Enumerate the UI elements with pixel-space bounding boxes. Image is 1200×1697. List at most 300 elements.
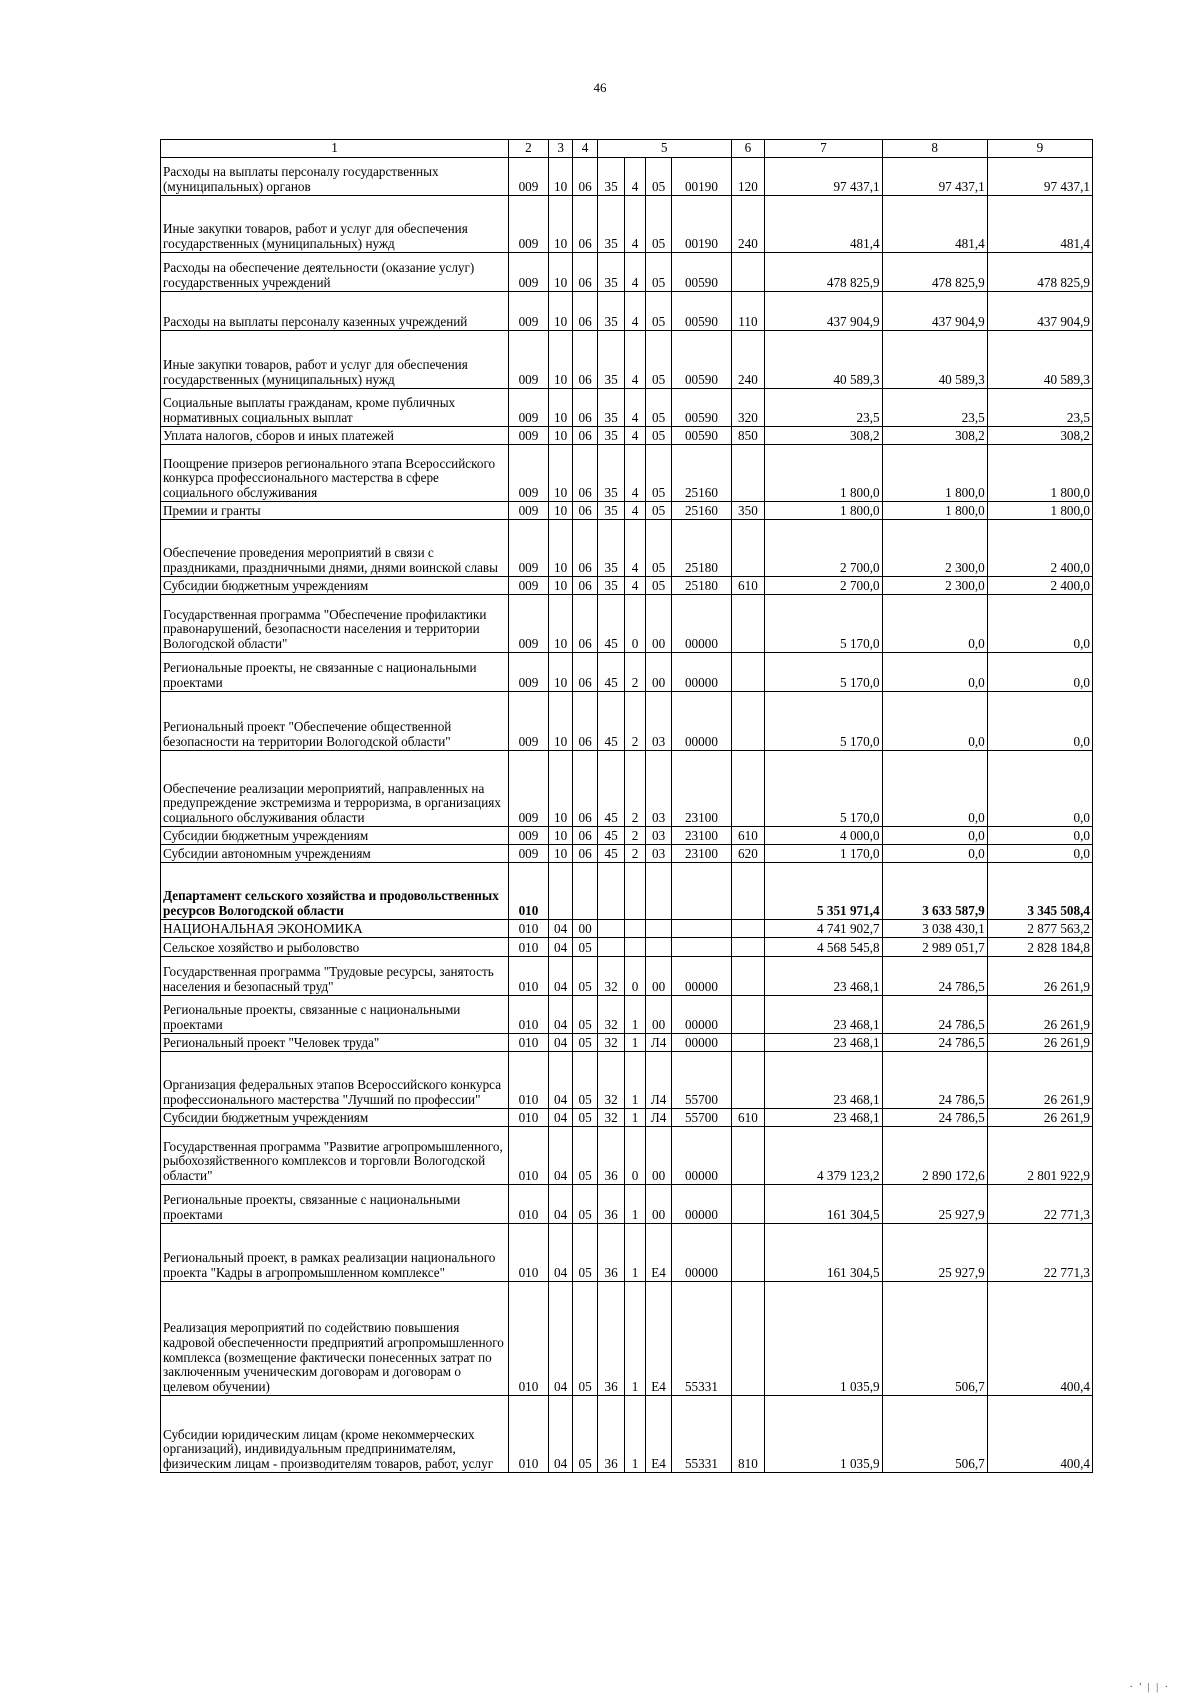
cell-section: 10 [548, 520, 572, 577]
cell-direction: 00190 [672, 196, 731, 253]
row-name: Сельское хозяйство и рыболовство [161, 938, 509, 957]
cell-section: 04 [548, 996, 572, 1034]
cell-amount-year1: 4 000,0 [765, 827, 882, 845]
cell-direction: 55331 [672, 1282, 731, 1396]
cell-amount-year3: 0,0 [987, 595, 1092, 653]
cell-admin-code: 009 [509, 827, 549, 845]
cell-program: 35 [597, 502, 625, 520]
cell-admin-code: 009 [509, 577, 549, 595]
cell-amount-year2: 437 904,9 [882, 292, 987, 331]
cell-amount-year2: 2 300,0 [882, 520, 987, 577]
cell-amount-year3: 23,5 [987, 389, 1092, 427]
table-row [161, 996, 1093, 1034]
cell-section: 10 [548, 158, 572, 196]
cell-subprogram: 4 [625, 427, 645, 445]
cell-admin-code: 010 [509, 1109, 549, 1127]
cell-program: 36 [597, 1282, 625, 1396]
cell-subsection [573, 863, 597, 920]
cell-expense-type: 850 [731, 427, 765, 445]
cell-subprogram [625, 938, 645, 957]
cell-amount-year1: 437 904,9 [765, 292, 882, 331]
cell-project: 00 [645, 1185, 672, 1224]
cell-subprogram: 2 [625, 827, 645, 845]
cell-project: 05 [645, 502, 672, 520]
cell-amount-year2: 24 786,5 [882, 1034, 987, 1052]
page-number: 46 [593, 80, 607, 95]
table-row [161, 692, 1093, 751]
cell-amount-year2: 1 800,0 [882, 502, 987, 520]
cell-amount-year3: 26 261,9 [987, 1052, 1092, 1109]
cell-subsection: 06 [573, 520, 597, 577]
cell-expense-type [731, 1224, 765, 1282]
col-header-2: 2 [509, 140, 549, 158]
cell-admin-code: 009 [509, 751, 549, 827]
cell-amount-year1: 2 700,0 [765, 520, 882, 577]
cell-amount-year2: 24 786,5 [882, 1109, 987, 1127]
cell-expense-type: 610 [731, 827, 765, 845]
cell-expense-type: 620 [731, 845, 765, 863]
cell-expense-type [731, 653, 765, 692]
cell-section: 10 [548, 331, 572, 389]
cell-project: Е4 [645, 1282, 672, 1396]
cell-project: 03 [645, 751, 672, 827]
cell-admin-code: 010 [509, 1185, 549, 1224]
cell-project: Е4 [645, 1224, 672, 1282]
cell-section: 04 [548, 1127, 572, 1185]
cell-section: 04 [548, 1224, 572, 1282]
cell-section: 04 [548, 1282, 572, 1396]
cell-subsection: 05 [573, 996, 597, 1034]
cell-direction: 00000 [672, 1224, 731, 1282]
cell-subprogram: 4 [625, 502, 645, 520]
cell-section: 10 [548, 577, 572, 595]
cell-admin-code: 009 [509, 445, 549, 502]
cell-project: 05 [645, 158, 672, 196]
table-row [161, 158, 1093, 196]
cell-amount-year1: 1 170,0 [765, 845, 882, 863]
cell-amount-year1: 308,2 [765, 427, 882, 445]
cell-project: 05 [645, 520, 672, 577]
cell-subprogram: 4 [625, 196, 645, 253]
table-row [161, 957, 1093, 996]
cell-amount-year1: 478 825,9 [765, 253, 882, 292]
cell-subsection: 05 [573, 1396, 597, 1473]
cell-section: 10 [548, 827, 572, 845]
cell-admin-code: 009 [509, 845, 549, 863]
cell-amount-year3: 22 771,3 [987, 1185, 1092, 1224]
cell-amount-year2: 0,0 [882, 827, 987, 845]
cell-project: Л4 [645, 1109, 672, 1127]
cell-amount-year2: 23,5 [882, 389, 987, 427]
cell-project: 05 [645, 427, 672, 445]
cell-project: 00 [645, 996, 672, 1034]
cell-admin-code: 009 [509, 502, 549, 520]
table-row [161, 292, 1093, 331]
cell-subsection: 06 [573, 196, 597, 253]
cell-expense-type [731, 920, 765, 938]
cell-program: 45 [597, 845, 625, 863]
cell-expense-type [731, 445, 765, 502]
cell-subprogram: 0 [625, 957, 645, 996]
cell-subsection: 05 [573, 1224, 597, 1282]
cell-admin-code: 009 [509, 158, 549, 196]
cell-admin-code: 010 [509, 1052, 549, 1109]
row-name: Премии и гранты [161, 502, 509, 520]
table-row [161, 1034, 1093, 1052]
cell-section: 10 [548, 692, 572, 751]
cell-subprogram: 4 [625, 331, 645, 389]
cell-expense-type [731, 996, 765, 1034]
table-row [161, 196, 1093, 253]
cell-section: 10 [548, 445, 572, 502]
cell-amount-year3: 481,4 [987, 196, 1092, 253]
cell-expense-type [731, 957, 765, 996]
cell-subprogram: 4 [625, 158, 645, 196]
col-header-4: 4 [573, 140, 597, 158]
cell-direction: 00000 [672, 1185, 731, 1224]
cell-subprogram: 4 [625, 577, 645, 595]
cell-program: 36 [597, 1224, 625, 1282]
cell-section: 10 [548, 751, 572, 827]
cell-expense-type [731, 1052, 765, 1109]
table-row [161, 253, 1093, 292]
table-row [161, 1052, 1093, 1109]
cell-subsection: 06 [573, 653, 597, 692]
row-name: Субсидии бюджетным учреждениям [161, 1109, 509, 1127]
row-name: Региональные проекты, связанные с национальными проектами [161, 996, 509, 1034]
cell-section: 10 [548, 427, 572, 445]
table-row [161, 1396, 1093, 1473]
row-name: Социальные выплаты гражданам, кроме публичных нормативных социальных выплат [161, 389, 509, 427]
cell-program: 35 [597, 389, 625, 427]
cell-project [645, 938, 672, 957]
cell-amount-year3: 26 261,9 [987, 1109, 1092, 1127]
cell-expense-type [731, 520, 765, 577]
cell-admin-code: 009 [509, 427, 549, 445]
cell-admin-code: 010 [509, 920, 549, 938]
cell-section: 10 [548, 595, 572, 653]
row-name: Субсидии юридическим лицам (кроме некоммерческих организаций), индивидуальным предпринимателям, физическим лицам - производителям товаров, работ, услуг [161, 1396, 509, 1473]
row-name: Региональный проект "Человек труда" [161, 1034, 509, 1052]
cell-program: 45 [597, 751, 625, 827]
cell-direction: 23100 [672, 845, 731, 863]
cell-expense-type: 120 [731, 158, 765, 196]
cell-subsection: 06 [573, 445, 597, 502]
cell-amount-year2: 0,0 [882, 692, 987, 751]
cell-expense-type [731, 692, 765, 751]
cell-amount-year2: 24 786,5 [882, 996, 987, 1034]
cell-subsection: 06 [573, 692, 597, 751]
cell-program: 35 [597, 445, 625, 502]
cell-amount-year2: 478 825,9 [882, 253, 987, 292]
row-name: Государственная программа "Развитие агропромышленного, рыбохозяйственного комплексов и торговли Вологодской области" [161, 1127, 509, 1185]
cell-direction: 00000 [672, 1127, 731, 1185]
cell-amount-year3: 26 261,9 [987, 1034, 1092, 1052]
cell-amount-year1: 40 589,3 [765, 331, 882, 389]
cell-amount-year1: 5 170,0 [765, 653, 882, 692]
row-name: НАЦИОНАЛЬНАЯ ЭКОНОМИКА [161, 920, 509, 938]
cell-program: 32 [597, 996, 625, 1034]
cell-subprogram: 4 [625, 445, 645, 502]
header-row [161, 140, 1093, 158]
cell-amount-year2: 506,7 [882, 1282, 987, 1396]
cell-amount-year3: 40 589,3 [987, 331, 1092, 389]
cell-program: 35 [597, 158, 625, 196]
cell-direction [672, 863, 731, 920]
cell-amount-year3: 3 345 508,4 [987, 863, 1092, 920]
cell-direction: 00590 [672, 292, 731, 331]
cell-amount-year1: 23 468,1 [765, 1109, 882, 1127]
cell-expense-type: 610 [731, 1109, 765, 1127]
cell-subsection: 05 [573, 1034, 597, 1052]
row-name: Иные закупки товаров, работ и услуг для обеспечения государственных (муниципальных) нужд [161, 331, 509, 389]
cell-amount-year2: 24 786,5 [882, 1052, 987, 1109]
row-name: Расходы на обеспечение деятельности (оказание услуг) государственных учреждений [161, 253, 509, 292]
col-header-9: 9 [987, 140, 1092, 158]
table-row [161, 1109, 1093, 1127]
cell-subsection: 00 [573, 920, 597, 938]
cell-direction: 23100 [672, 751, 731, 827]
cell-section: 04 [548, 1034, 572, 1052]
cell-amount-year2: 3 633 587,9 [882, 863, 987, 920]
cell-program: 35 [597, 196, 625, 253]
cell-project: 05 [645, 292, 672, 331]
cell-subprogram: 1 [625, 1396, 645, 1473]
cell-amount-year1: 23 468,1 [765, 1034, 882, 1052]
cell-project [645, 920, 672, 938]
cell-program: 36 [597, 1396, 625, 1473]
cell-subsection: 05 [573, 938, 597, 957]
cell-subprogram: 2 [625, 751, 645, 827]
cell-program: 32 [597, 1109, 625, 1127]
cell-project: 05 [645, 445, 672, 502]
table-row [161, 1127, 1093, 1185]
cell-section: 10 [548, 653, 572, 692]
cell-subsection: 05 [573, 1282, 597, 1396]
cell-admin-code: 010 [509, 863, 549, 920]
cell-expense-type: 240 [731, 196, 765, 253]
cell-subprogram: 1 [625, 1224, 645, 1282]
cell-subsection: 05 [573, 1127, 597, 1185]
cell-amount-year2: 25 927,9 [882, 1224, 987, 1282]
table-row [161, 920, 1093, 938]
cell-amount-year3: 2 801 922,9 [987, 1127, 1092, 1185]
cell-expense-type [731, 938, 765, 957]
cell-subprogram: 4 [625, 520, 645, 577]
cell-amount-year2: 0,0 [882, 845, 987, 863]
cell-subsection: 05 [573, 957, 597, 996]
cell-subprogram [625, 863, 645, 920]
row-name: Иные закупки товаров, работ и услуг для обеспечения государственных (муниципальных) нужд [161, 196, 509, 253]
cell-amount-year1: 23 468,1 [765, 1052, 882, 1109]
cell-section: 10 [548, 292, 572, 331]
cell-expense-type: 240 [731, 331, 765, 389]
cell-admin-code: 009 [509, 331, 549, 389]
cell-amount-year3: 0,0 [987, 751, 1092, 827]
cell-direction: 00590 [672, 331, 731, 389]
cell-direction: 25180 [672, 520, 731, 577]
cell-subsection: 06 [573, 595, 597, 653]
cell-amount-year2: 97 437,1 [882, 158, 987, 196]
cell-direction: 00000 [672, 1034, 731, 1052]
cell-amount-year1: 1 035,9 [765, 1396, 882, 1473]
row-name: Расходы на выплаты персоналу казенных учреждений [161, 292, 509, 331]
table-row [161, 1185, 1093, 1224]
cell-subsection: 06 [573, 751, 597, 827]
cell-amount-year1: 5 351 971,4 [765, 863, 882, 920]
table-row [161, 863, 1093, 920]
cell-amount-year2: 481,4 [882, 196, 987, 253]
cell-program: 36 [597, 1185, 625, 1224]
cell-admin-code: 010 [509, 1224, 549, 1282]
cell-admin-code: 010 [509, 957, 549, 996]
cell-expense-type: 350 [731, 502, 765, 520]
cell-direction [672, 920, 731, 938]
cell-amount-year3: 400,4 [987, 1282, 1092, 1396]
col-header-7: 7 [765, 140, 882, 158]
cell-subprogram: 1 [625, 1282, 645, 1396]
cell-amount-year3: 2 828 184,8 [987, 938, 1092, 957]
cell-admin-code: 009 [509, 292, 549, 331]
row-name: Субсидии автономным учреждениям [161, 845, 509, 863]
row-name: Организация федеральных этапов Всероссийского конкурса профессионального мастерства "Лучший по профессии" [161, 1052, 509, 1109]
cell-amount-year1: 1 035,9 [765, 1282, 882, 1396]
cell-subsection: 06 [573, 389, 597, 427]
cell-subsection: 05 [573, 1185, 597, 1224]
cell-subsection: 05 [573, 1052, 597, 1109]
cell-expense-type: 320 [731, 389, 765, 427]
row-name: Обеспечение проведения мероприятий в связи с праздниками, праздничными днями, днями воинской славы [161, 520, 509, 577]
cell-admin-code: 010 [509, 1396, 549, 1473]
cell-subsection: 06 [573, 827, 597, 845]
cell-amount-year1: 5 170,0 [765, 692, 882, 751]
table-row [161, 520, 1093, 577]
cell-program: 32 [597, 1034, 625, 1052]
scan-mark: · ' | | · [1129, 1682, 1170, 1693]
cell-subprogram [625, 920, 645, 938]
cell-project: 00 [645, 1127, 672, 1185]
cell-subsection: 06 [573, 331, 597, 389]
cell-amount-year2: 3 038 430,1 [882, 920, 987, 938]
cell-subprogram: 4 [625, 292, 645, 331]
cell-expense-type [731, 863, 765, 920]
cell-amount-year1: 4 379 123,2 [765, 1127, 882, 1185]
cell-amount-year2: 40 589,3 [882, 331, 987, 389]
cell-expense-type [731, 1185, 765, 1224]
cell-amount-year2: 0,0 [882, 653, 987, 692]
cell-section: 10 [548, 253, 572, 292]
row-name: Региональный проект "Обеспечение общественной безопасности на территории Вологодской области" [161, 692, 509, 751]
cell-amount-year3: 0,0 [987, 827, 1092, 845]
cell-project: 05 [645, 389, 672, 427]
row-name: Субсидии бюджетным учреждениям [161, 827, 509, 845]
cell-amount-year3: 26 261,9 [987, 957, 1092, 996]
cell-program: 35 [597, 292, 625, 331]
cell-program: 35 [597, 577, 625, 595]
cell-amount-year3: 2 877 563,2 [987, 920, 1092, 938]
cell-amount-year2: 506,7 [882, 1396, 987, 1473]
cell-section: 04 [548, 1109, 572, 1127]
cell-project: 05 [645, 196, 672, 253]
cell-admin-code: 010 [509, 1127, 549, 1185]
cell-direction: 55700 [672, 1052, 731, 1109]
col-header-3: 3 [548, 140, 572, 158]
table-row [161, 445, 1093, 502]
cell-section: 04 [548, 1185, 572, 1224]
cell-direction: 00000 [672, 957, 731, 996]
cell-subprogram: 4 [625, 389, 645, 427]
cell-section: 10 [548, 196, 572, 253]
cell-direction: 55700 [672, 1109, 731, 1127]
cell-amount-year3: 97 437,1 [987, 158, 1092, 196]
row-name: Расходы на выплаты персоналу государственных (муниципальных) органов [161, 158, 509, 196]
table-row [161, 653, 1093, 692]
cell-subsection: 06 [573, 292, 597, 331]
cell-expense-type: 810 [731, 1396, 765, 1473]
cell-amount-year2: 1 800,0 [882, 445, 987, 502]
cell-amount-year1: 23,5 [765, 389, 882, 427]
cell-amount-year1: 5 170,0 [765, 751, 882, 827]
cell-amount-year3: 2 400,0 [987, 577, 1092, 595]
cell-program: 35 [597, 520, 625, 577]
col-header-5: 5 [597, 140, 731, 158]
row-name: Субсидии бюджетным учреждениям [161, 577, 509, 595]
cell-direction: 25160 [672, 502, 731, 520]
cell-expense-type [731, 1282, 765, 1396]
cell-amount-year1: 1 800,0 [765, 445, 882, 502]
cell-program: 45 [597, 653, 625, 692]
cell-amount-year2: 2 890 172,6 [882, 1127, 987, 1185]
table-row [161, 751, 1093, 827]
cell-amount-year2: 24 786,5 [882, 957, 987, 996]
cell-project: Л4 [645, 1052, 672, 1109]
cell-subsection: 06 [573, 427, 597, 445]
cell-admin-code: 010 [509, 1034, 549, 1052]
cell-subsection: 06 [573, 577, 597, 595]
row-name: Департамент сельского хозяйства и продовольственных ресурсов Вологодской области [161, 863, 509, 920]
budget-table [160, 139, 1093, 1473]
cell-expense-type: 610 [731, 577, 765, 595]
cell-direction [672, 938, 731, 957]
table-row [161, 331, 1093, 389]
cell-direction: 00000 [672, 595, 731, 653]
cell-admin-code: 010 [509, 1282, 549, 1396]
cell-section: 04 [548, 1396, 572, 1473]
cell-project: 03 [645, 827, 672, 845]
cell-expense-type [731, 751, 765, 827]
cell-amount-year1: 23 468,1 [765, 957, 882, 996]
cell-amount-year3: 1 800,0 [987, 502, 1092, 520]
cell-direction: 25160 [672, 445, 731, 502]
cell-program: 45 [597, 595, 625, 653]
cell-expense-type [731, 253, 765, 292]
row-name: Региональные проекты, связанные с национальными проектами [161, 1185, 509, 1224]
cell-amount-year3: 0,0 [987, 653, 1092, 692]
cell-admin-code: 009 [509, 196, 549, 253]
row-name: Поощрение призеров регионального этапа Всероссийского конкурса профессионального мастерства в сфере социального обслуживания [161, 445, 509, 502]
cell-program: 45 [597, 692, 625, 751]
cell-direction: 00000 [672, 653, 731, 692]
cell-amount-year1: 161 304,5 [765, 1185, 882, 1224]
table-row [161, 427, 1093, 445]
cell-amount-year3: 1 800,0 [987, 445, 1092, 502]
cell-admin-code: 009 [509, 653, 549, 692]
cell-project: 00 [645, 653, 672, 692]
cell-project: 00 [645, 595, 672, 653]
cell-amount-year3: 437 904,9 [987, 292, 1092, 331]
table-row [161, 502, 1093, 520]
cell-subprogram: 2 [625, 845, 645, 863]
